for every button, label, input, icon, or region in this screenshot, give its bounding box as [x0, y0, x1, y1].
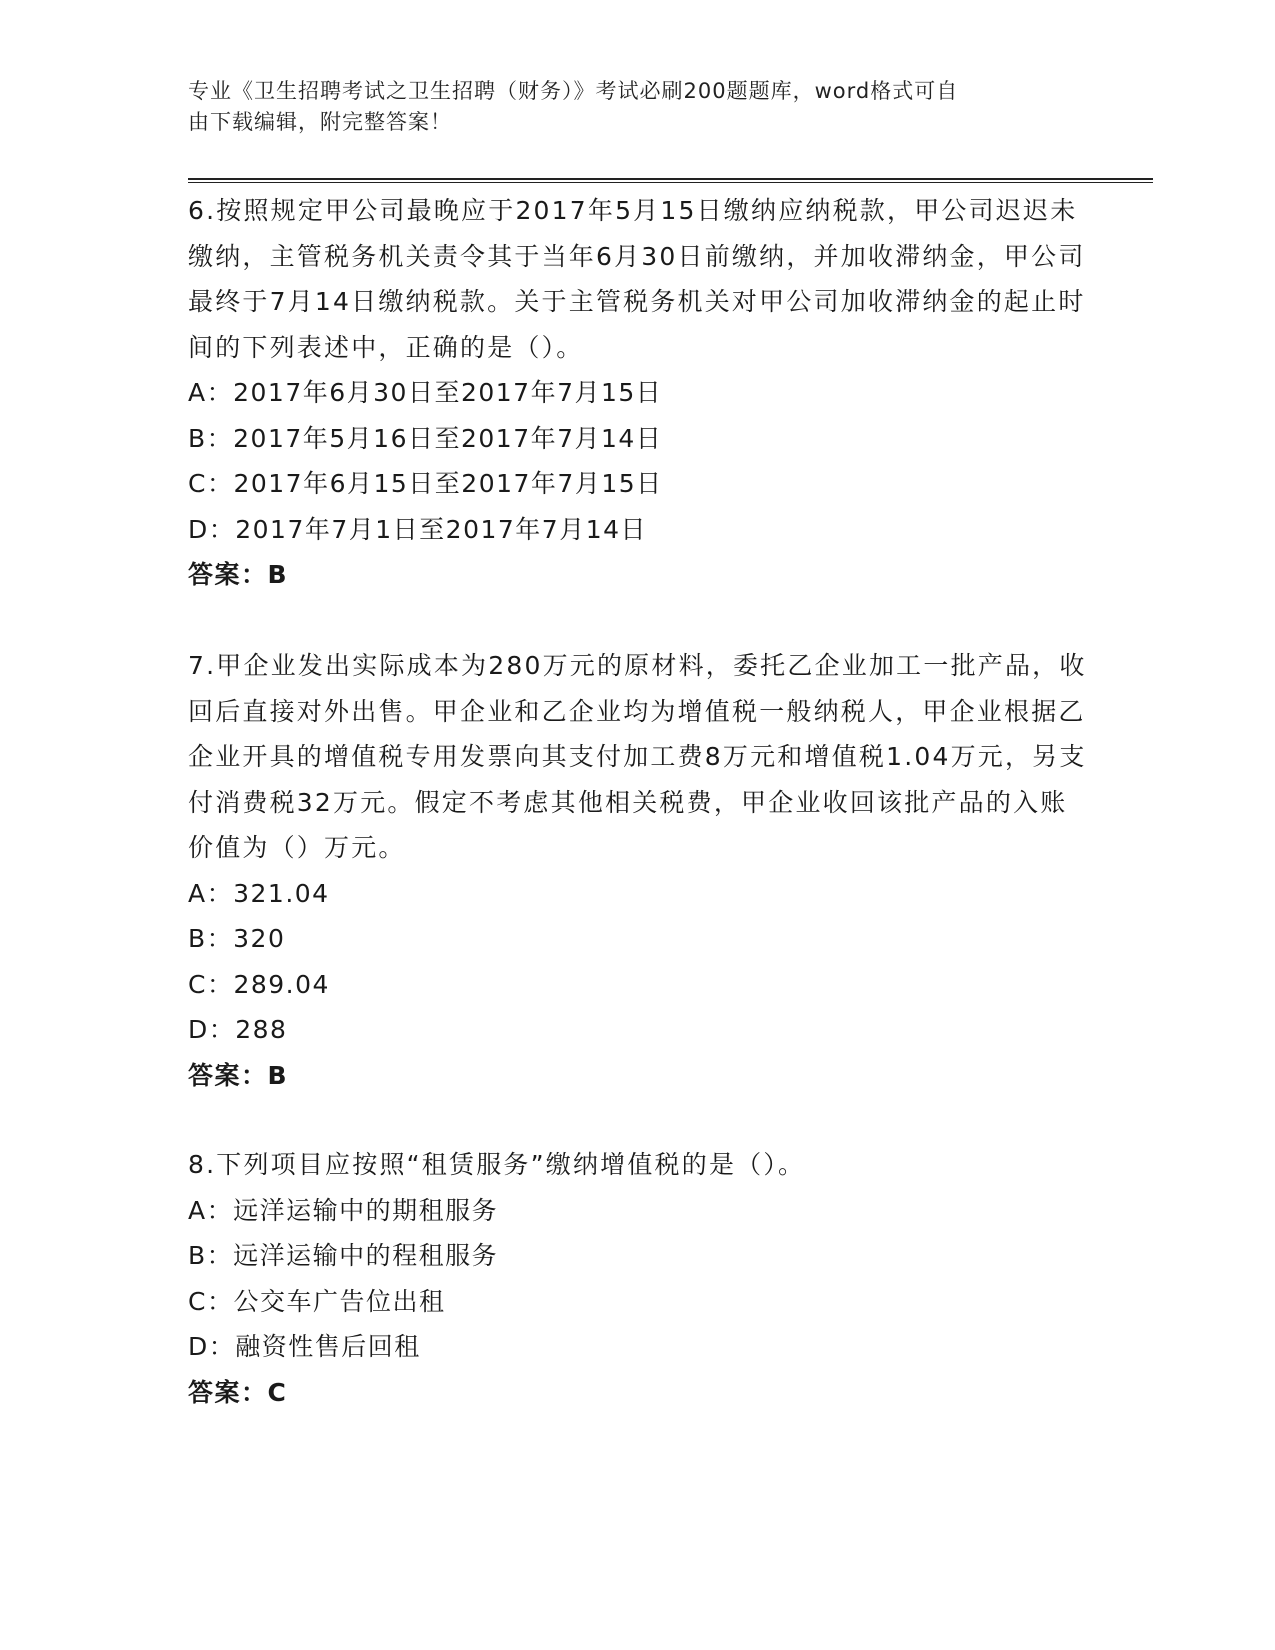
option-a: A：321.04 — [188, 878, 330, 908]
header-divider — [188, 178, 1153, 183]
option-c: C：289.04 — [188, 969, 330, 999]
option-a: A：2017年6月30日至2017年7月15日 — [188, 378, 663, 407]
option-b: B：320 — [188, 924, 286, 953]
question-7 — [188, 643, 1088, 1098]
option-a: A：远洋运输中的期租服务 — [188, 1195, 499, 1225]
answer: 答案：B — [188, 560, 289, 589]
option-c: C：公交车广告位出租 — [188, 1286, 446, 1316]
header-line-1: 专业《卫生招聘考试之卫生招聘（财务）》考试必刷200题题库，word格式可自 — [188, 79, 959, 103]
question-stem: 7.甲企业发出实际成本为280万元的原材料，委托乙企业加工一批产品，收回后直接对外出售。甲企业和乙企业均为增值税一般纳税人，甲企业根据乙企业开具的增值税专用发票向其支付加工费8万元和增值税1.04万元，另支付消费税32万元。假定不考虑其他相关税费，甲企业收回该批产品的入账价值为（）万元。 — [188, 651, 1087, 862]
option-d: D：融资性售后回租 — [188, 1332, 421, 1361]
option-b: B：2017年5月16日至2017年7月14日 — [188, 423, 663, 453]
answer: 答案：B — [188, 1060, 289, 1090]
question-stem: 6.按照规定甲公司最晚应于2017年5月15日缴纳应纳税款，甲公司迟迟未缴纳，主管税务机关责令其于当年6月30日前缴纳，并加收滞纳金，甲公司最终于7月14日缴纳税款。关于主管税务机关对甲公司加收滞纳金的起止时间的下列表述中，正确的是（）。 — [188, 196, 1086, 362]
answer: 答案：C — [188, 1377, 288, 1407]
option-d: D：288 — [188, 1015, 288, 1044]
question-6 — [188, 188, 1088, 598]
question-8 — [188, 1142, 1088, 1415]
header-line-2: 由下载编辑，附完整答案！ — [188, 110, 452, 134]
document-header — [188, 76, 1068, 138]
option-b: B：远洋运输中的程租服务 — [188, 1241, 499, 1270]
option-c: C：2017年6月15日至2017年7月15日 — [188, 469, 663, 498]
question-stem: 8.下列项目应按照“租赁服务”缴纳增值税的是（）。 — [188, 1150, 806, 1179]
option-d: D：2017年7月1日至2017年7月14日 — [188, 514, 648, 544]
